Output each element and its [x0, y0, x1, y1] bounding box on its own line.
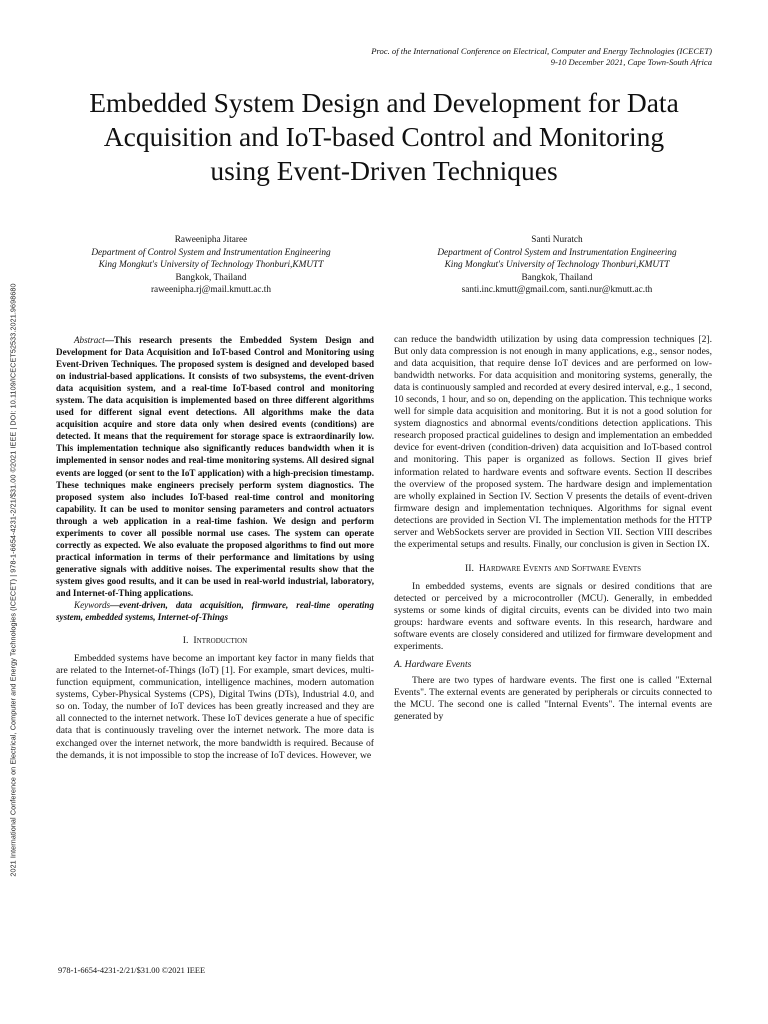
section-number: II.: [464, 562, 474, 574]
author-email: santi.inc.kmutt@gmail.com, santi.nur@kmutt.ac.th: [461, 285, 653, 295]
keywords-text: —event-driven, data acquisition, firmware, real-time operating system, embedded systems, Internet-of-Things: [56, 600, 374, 623]
right-column: [394, 334, 712, 723]
abstract-label: Abstract: [74, 335, 105, 345]
sidebar-citation: [6, 0, 20, 1024]
title-line-3: using Event-Driven Techniques: [210, 155, 558, 186]
author-university: King Mongkut's University of Technology Thonburi,KMUTT: [98, 260, 324, 270]
section-number: I.: [182, 635, 189, 647]
abstract-text: —This research presents the Embedded System Design and Development for Data Acquisition and IoT-based Control and Monitoring using Event-Driven Techniques. The proposed system is designed and developed based on industrial-based applications. It consists of two subsystems, the event-driven data acquisition system, and a real-time IoT-based control and monitoring system. The data acquisition is implemented based on three different algorithms used for different signal event detections. All algorithms make the data acquisition acquire and store data only when desired events (conditions) are detected. It means that the requirement for storage space is extraordinarily low. This implementation technique also significantly reduces bandwidth when it is implemented in sensor nodes and real-time monitoring systems. All desired signal events are logged (or sent to the IoT application) with a high-precision timestamp. These techniques make engineers precisely perform system diagnostics. The proposed system also includes IoT-based real-time control and monitoring capability. It can be used to monitor sensing parameters and control actuators through a web application in a real-time fashion. We design and perform experiments to cover all possible normal use cases. The system can operate correctly as expected. We also evaluate the proposed algorithms to find out more practical information in terms of their performance and limitations by using generative signals with additive noises. The experimental results show that the system gives good results, and it can be used in real-world industrial, laboratory, and Internet-of-Thing applications.: [56, 335, 374, 598]
keywords: [56, 599, 374, 623]
section-title: Introduction: [193, 635, 248, 647]
author-email: raweenipha.rj@mail.kmutt.ac.th: [150, 285, 272, 295]
section-heading-1: [56, 635, 374, 647]
subsection-heading: A. Hardware Events: [394, 659, 472, 671]
author-block-1: [46, 234, 376, 297]
author-city: Bangkok, Thailand: [175, 272, 247, 283]
keywords-label: Keywords: [74, 600, 111, 611]
title-line-1: Embedded System Design and Development for Data: [89, 87, 679, 118]
abstract: [56, 334, 374, 599]
sidebar-citation-text: 2021 International Conference on Electrical, Computer and Energy Technologies (ICECET) | 978-1-6654-4231-2/21/$31.00 ©2021 IEEE | DOI: 10.1109/ICECET52533.2021.9698680: [8, 283, 18, 877]
events-paragraph: In embedded systems, events are signals or desired conditions that are detected or perceived by a microcontroller (MCU). Generally, in embedded systems or some kinds of digital circuits, events can be divided into two main groups: hardware events and software events. In this research, hardware and software events are closely considered and utilized for firmware development and experiments.: [394, 580, 712, 653]
conference-line-1: Proc. of the International Conference on Electrical, Computer and Energy Technologies (ICECET): [371, 46, 712, 56]
author-city: Bangkok, Thailand: [521, 272, 593, 283]
section-title: Hardware Events and Software Events: [478, 562, 642, 574]
author-name: Santi Nuratch: [531, 235, 583, 245]
author-block-2: [392, 234, 722, 297]
hardware-events-paragraph: There are two types of hardware events. The first one is called "External Events". The external events are generated by peripherals or circuits connected to the MCU. The second one is called "Internal Events". The internal events are generated by: [394, 675, 712, 723]
author-dept: Department of Control System and Instrumentation Engineering: [91, 247, 331, 258]
author-name: Raweenipha Jitaree: [174, 235, 248, 245]
title-line-2: Acquisition and IoT-based Control and Monitoring: [103, 121, 665, 152]
intro-paragraph: Embedded systems have become an important key factor in many fields that are related to the Internet-of-Things (IoT) [1]. For example, smart devices, multi-function equipment, communication, intelligence machines, modern automation systems, Cyber-Physical Systems (CPS), Digital Twins (DTs), Industrial 4.0, and so on. Today, the number of IoT devices has been greatly increased and they are all connected to the internet network. These IoT devices generate a hue of specific data that is continuously traveling over the internet network. The more data is exchanged over the internet network, the more bandwidth is required. Because of the demands, it is not impossible to stop the increase of IoT devices. However, we: [56, 653, 374, 761]
footer-copyright: 978-1-6654-4231-2/21/$31.00 ©2021 IEEE: [58, 966, 206, 975]
author-university: King Mongkut's University of Technology Thonburi,KMUTT: [444, 260, 670, 270]
paper-title: [40, 86, 728, 188]
left-column: [56, 334, 374, 762]
author-dept: Department of Control System and Instrumentation Engineering: [437, 247, 677, 258]
conference-header: [192, 46, 712, 68]
intro-paragraph-continued: can reduce the bandwidth utilization by using data compression techniques [2]. But only data compression is not enough in many applications, e.g., sensor nodes, and data acquisition, that require dense IoT devices and are performed on low-bandwidth networks. For data acquisition and monitoring systems, generally, the data is continuously sampled and recorded at every desired interval, e.g., 1 second, 10 seconds, 1 hour, and so on, depending on the application. This technique works well for simple data acquisition and monitoring. But it is not a good solution for system diagnostics and abnormal events/conditions detection applications. This research proposed practical guidelines to design and implementation an embedded device for event-driven (condition-driven) data acquisition and IoT-based control and monitoring. This paper is organized as follows. Section II gives brief information related to hardware events and software events. Section II describes the overview of the proposed system. The hardware design and implementation are wholly explained in Section IV. Section V presents the details of event-driven firmware design and implementation techniques. Algorithms for signal event detections are provided in Section VI. The implementation methods for the HTTP server and WebSockets server are provided in Section VII. Section VIII describes the experimental setups and results. Finally, our conclusion is given in Section IX.: [394, 334, 712, 550]
section-heading-2: [394, 563, 712, 575]
conference-line-2: 9-10 December 2021, Cape Town-South Africa: [550, 57, 712, 67]
